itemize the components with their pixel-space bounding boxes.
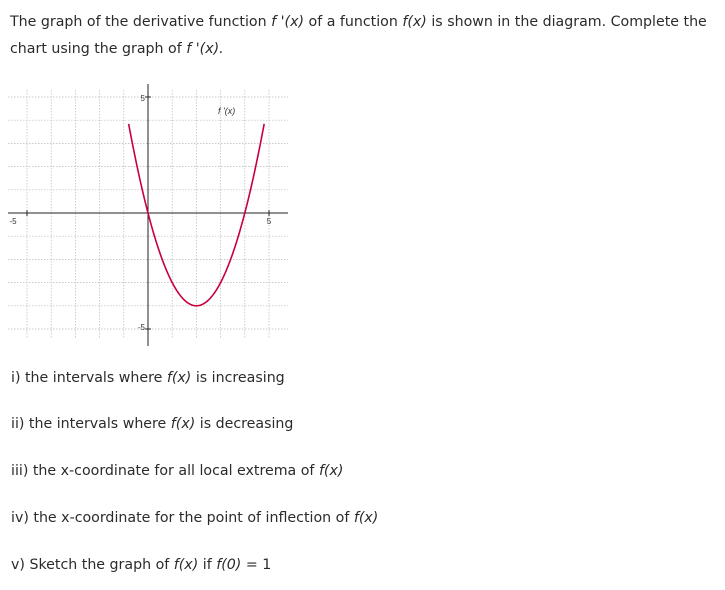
question-2-fx: f(x)	[170, 416, 196, 432]
question-1	[11, 370, 285, 386]
question-2-text: ii) the intervals where	[11, 416, 171, 432]
question-2	[11, 416, 293, 432]
question-1-fx: f(x)	[166, 370, 192, 386]
question-4-text: iv) the x-coordinate for the point of inflection of	[11, 510, 354, 526]
fprime-notation-2: f '(x).	[186, 41, 224, 57]
question-1-text: i) the intervals where	[11, 370, 167, 386]
fx-notation: f(x)	[402, 14, 427, 30]
question-5	[11, 557, 271, 573]
question-5-suffix: if	[198, 557, 217, 573]
problem-statement	[10, 9, 722, 63]
tick-label-y-neg: -5	[137, 323, 145, 332]
tick-label-x-neg: -5	[9, 217, 17, 226]
intro-text-2: of a function	[304, 14, 403, 30]
tick-label-x-pos: 5	[266, 217, 272, 226]
question-2-suffix: is decreasing	[195, 416, 294, 432]
question-5-text: v) Sketch the graph of	[11, 557, 174, 573]
question-5-condition: f(0)	[216, 557, 242, 573]
question-3-text: iii) the x-coordinate for all local extrema of	[11, 463, 319, 479]
question-3	[11, 463, 343, 479]
question-5-fx: f(x)	[173, 557, 199, 573]
question-5-value: = 1	[241, 557, 272, 573]
derivative-graph	[0, 74, 300, 354]
question-1-suffix: is increasing	[191, 370, 285, 386]
intro-text-3: is shown in the diagram. Complete the chart using the graph of	[10, 14, 707, 57]
intro-text-1: The graph of the derivative function	[10, 14, 272, 30]
question-4	[11, 510, 378, 526]
tick-label-y-pos: 5	[140, 94, 145, 103]
question-3-fx: f(x)	[318, 463, 344, 479]
question-4-fx: f(x)	[353, 510, 379, 526]
curve-label: f '(x)	[218, 106, 236, 116]
fprime-notation: f '(x)	[271, 14, 304, 30]
